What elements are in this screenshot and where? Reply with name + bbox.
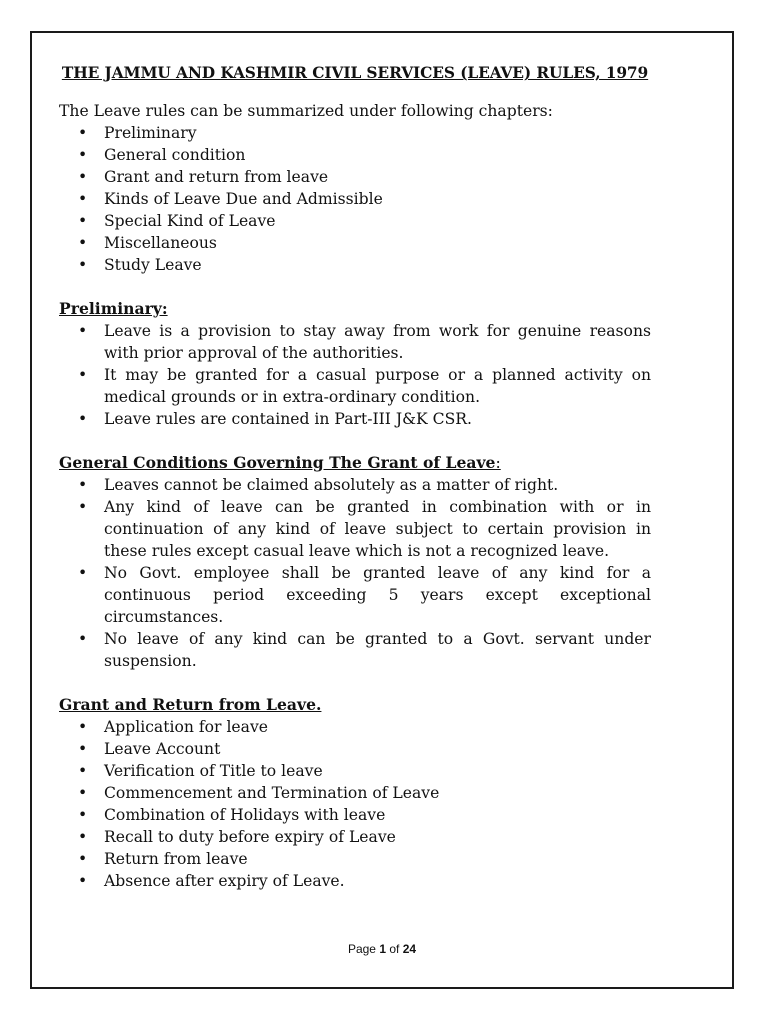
section-heading-text: General Conditions Governing The Grant of Leave xyxy=(59,453,496,472)
list-item: • Any kind of leave can be granted in combination with or in continuation of any kind of leave subject to certain provision in these rules except casual leave which is not a recognized leave. xyxy=(104,496,651,562)
section-heading-grant-return xyxy=(59,694,651,716)
list-item: • Absence after expiry of Leave. xyxy=(104,870,651,892)
list-item: • Return from leave xyxy=(104,848,651,870)
general-conditions-list xyxy=(59,474,651,672)
current-page-number: 1 xyxy=(379,942,386,956)
of-word: of xyxy=(389,942,400,956)
grant-return-list xyxy=(59,716,651,892)
section-heading-text: Grant and Return from Leave. xyxy=(59,695,322,714)
list-item: • Leave is a provision to stay away from work for genuine reasons with prior approval of the authorities. xyxy=(104,320,651,364)
list-item: • Application for leave xyxy=(104,716,651,738)
list-item: • Leave rules are contained in Part-III J&K CSR. xyxy=(104,408,651,430)
preliminary-list xyxy=(59,320,651,430)
list-item: • It may be granted for a casual purpose or a planned activity on medical grounds or in extra-ordinary condition. xyxy=(104,364,651,408)
list-item: • No Govt. employee shall be granted leave of any kind for a continuous period exceeding 5 years except exceptional circumstances. xyxy=(104,562,651,628)
list-item: • Commencement and Termination of Leave xyxy=(104,782,651,804)
section-heading-text: Preliminary: xyxy=(59,299,168,318)
section-heading-preliminary xyxy=(59,298,651,320)
list-item: • Study Leave xyxy=(104,254,651,276)
document-title: THE JAMMU AND KASHMIR CIVIL SERVICES (LEAVE) RULES, 1979 xyxy=(61,64,649,82)
page-word: Page xyxy=(347,942,376,956)
page-footer xyxy=(30,942,734,956)
document-body xyxy=(59,62,651,892)
total-pages-number: 24 xyxy=(402,942,417,956)
list-item: • Leaves cannot be claimed absolutely as a matter of right. xyxy=(104,474,651,496)
list-item: • Special Kind of Leave xyxy=(104,210,651,232)
list-item: • Miscellaneous xyxy=(104,232,651,254)
list-item: • Kinds of Leave Due and Admissible xyxy=(104,188,651,210)
chapter-list xyxy=(59,122,651,276)
intro-text: The Leave rules can be summarized under following chapters: xyxy=(59,102,553,120)
list-item: • Preliminary xyxy=(104,122,651,144)
list-item: • Verification of Title to leave xyxy=(104,760,651,782)
list-item: • Recall to duty before expiry of Leave xyxy=(104,826,651,848)
section-heading-colon: : xyxy=(495,454,501,472)
list-item: • Grant and return from leave xyxy=(104,166,651,188)
list-item: • General condition xyxy=(104,144,651,166)
list-item: • Combination of Holidays with leave xyxy=(104,804,651,826)
list-item: • Leave Account xyxy=(104,738,651,760)
section-heading-general-conditions xyxy=(59,452,651,474)
list-item: • No leave of any kind can be granted to a Govt. servant under suspension. xyxy=(104,628,651,672)
